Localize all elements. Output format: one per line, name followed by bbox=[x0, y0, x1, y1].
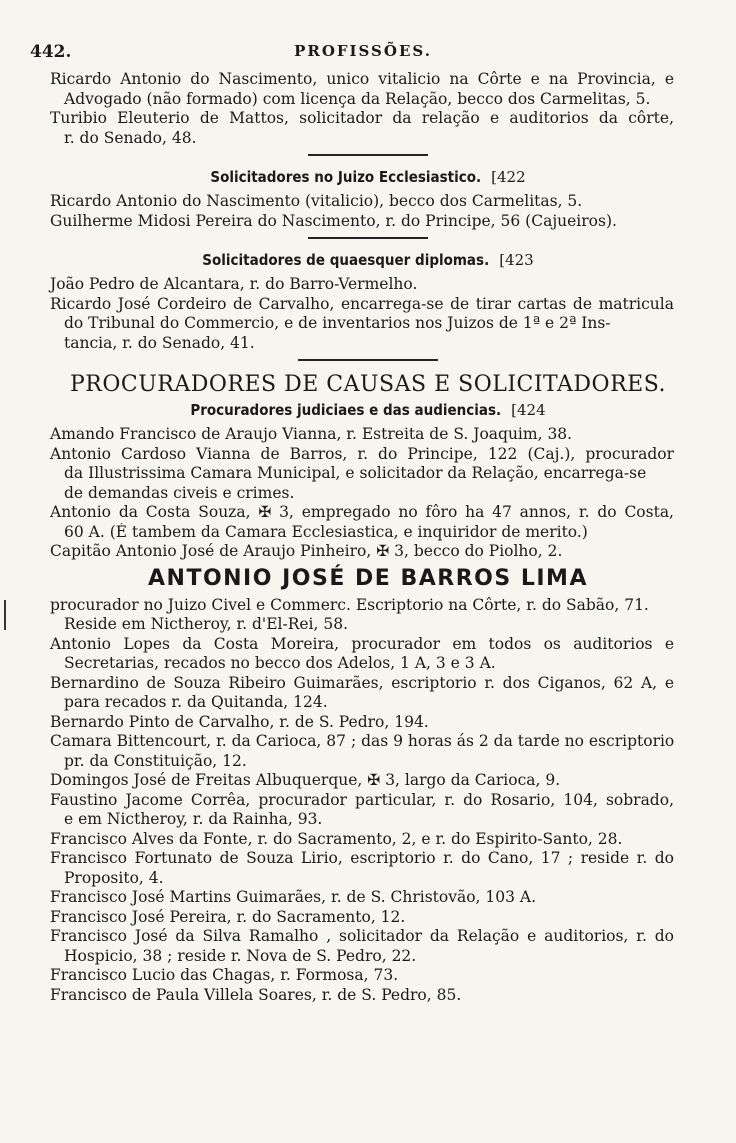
entry-line: Advogado (não formado) com licença da Relação, becco dos Carmelitas, 5. bbox=[64, 89, 651, 108]
entry-line: Domingos José de Freitas Albuquerque, ✠ 3, largo da Carioca, 9. bbox=[50, 771, 561, 789]
entry-line: 60 A. (É tambem da Camara Ecclesiastica, e inquiridor de merito.) bbox=[64, 522, 588, 541]
entry-line: do Tribunal do Commercio, e de inventarios nos Juizos de 1ª e 2ª Ins- bbox=[64, 314, 611, 332]
page-body bbox=[0, 70, 736, 1005]
entry-line: Ricardo José Cordeiro de Carvalho, encarrega-se de tirar cartas de matricula bbox=[50, 294, 674, 313]
entry-line: Turibio Eleuterio de Mattos, solicitador da relação e auditorios da côrte, bbox=[50, 109, 674, 127]
entry-line: Faustino Jacome Corrêa, procurador particular, r. do Rosario, 104, sobrado, bbox=[50, 790, 674, 809]
entry-line: Capitão Antonio José de Araujo Pinheiro, ✠ 3, becco do Piolho, 2. bbox=[50, 542, 563, 560]
section-heading: Solicitadores de quaesquer diplomas. [423 bbox=[202, 251, 534, 269]
main-heading: PROCURADORES DE CAUSAS E SOLICITADORES. bbox=[70, 372, 666, 397]
section-divider bbox=[308, 237, 428, 239]
section-heading: Procuradores judiciaes e das audiencias. [424 bbox=[190, 401, 546, 419]
running-title: PROFISSÕES. bbox=[294, 42, 432, 60]
entry-line: João Pedro de Alcantara, r. do Barro-Vermelho. bbox=[50, 275, 418, 293]
entry-line: Francisco José Martins Guimarães, r. de S. Christovão, 103 A. bbox=[50, 888, 537, 906]
entry-line: Francisco Lucio das Chagas, r. Formosa, 73. bbox=[50, 966, 399, 984]
entry-line: Hospicio, 38 ; reside r. Nova de S. Pedro, 22. bbox=[64, 946, 417, 965]
section-heading: Solicitadores no Juizo Ecclesiastico. [422 bbox=[210, 168, 526, 186]
entry-line: Francisco Alves da Fonte, r. do Sacramento, 2, e r. do Espirito-Santo, 28. bbox=[50, 829, 623, 848]
page-header bbox=[30, 40, 696, 64]
section-divider bbox=[298, 359, 438, 361]
advert-name: ANTONIO JOSÉ DE BARROS LIMA bbox=[148, 565, 588, 591]
entry-line: Camara Bittencourt, r. da Carioca, 87 ; das 9 horas ás 2 da tarde no escriptorio bbox=[50, 732, 675, 750]
entry-line: Bernardino de Souza Ribeiro Guimarães, escriptorio r. dos Ciganos, 62 A, e bbox=[50, 673, 674, 692]
entry-line: Antonio Cardoso Vianna de Barros, r. do Principe, 122 (Caj.), procurador bbox=[50, 444, 674, 463]
page-number: 442. bbox=[30, 42, 72, 62]
entry-line: para recados r. da Quitanda, 124. bbox=[64, 693, 328, 711]
entry-line: de demandas civeis e crimes. bbox=[64, 483, 295, 502]
entry-line: e em Nictheroy, r. da Rainha, 93. bbox=[64, 810, 323, 828]
entry-line: Antonio Lopes da Costa Moreira, procurador em todos os auditorios e bbox=[50, 634, 674, 653]
section-divider bbox=[308, 154, 428, 156]
entry-line: pr. da Constituição, 12. bbox=[64, 751, 247, 770]
entry-line: Amando Francisco de Araujo Vianna, r. Estreita de S. Joaquim, 38. bbox=[50, 425, 573, 443]
entry-line: Bernardo Pinto de Carvalho, r. de S. Pedro, 194. bbox=[50, 712, 429, 731]
entry-line: Antonio da Costa Souza, ✠ 3, empregado no fôro ha 47 annos, r. do Costa, bbox=[50, 503, 674, 521]
entry-line: Francisco José da Silva Ramalho , solicitador da Relação e auditorios, r. do bbox=[50, 927, 674, 945]
entry-line: Francisco de Paula Villela Soares, r. de S. Pedro, 85. bbox=[50, 985, 462, 1004]
entry-line: Francisco Fortunato de Souza Lirio, escriptorio r. do Cano, 17 ; reside r. do bbox=[50, 849, 674, 867]
entry-line: Ricardo Antonio do Nascimento (vitalicio), becco dos Carmelitas, 5. bbox=[50, 192, 583, 210]
entry-line: Ricardo Antonio do Nascimento, unico vitalicio na Côrte e na Provincia, e bbox=[50, 70, 674, 88]
entry-line: r. do Senado, 48. bbox=[64, 128, 197, 147]
entry-line: da Illustrissima Camara Municipal, e solicitador da Relação, encarrega-se bbox=[64, 464, 647, 482]
entry-line: tancia, r. do Senado, 41. bbox=[64, 333, 255, 352]
entry-line: Guilherme Midosi Pereira do Nascimento, r. do Principe, 56 (Cajueiros). bbox=[50, 211, 617, 230]
entry-line: Reside em Nictheroy, r. d'El-Rei, 58. bbox=[64, 615, 349, 633]
entry-line: Francisco José Pereira, r. do Sacramento, 12. bbox=[50, 907, 406, 926]
entry-line: Secretarias, recados no becco dos Adelos, 1 A, 3 e 3 A. bbox=[64, 654, 496, 672]
entry-line: procurador no Juizo Civel e Commerc. Escriptorio na Côrte, r. do Sabão, 71. bbox=[50, 595, 649, 614]
entry-line: Proposito, 4. bbox=[64, 868, 164, 887]
